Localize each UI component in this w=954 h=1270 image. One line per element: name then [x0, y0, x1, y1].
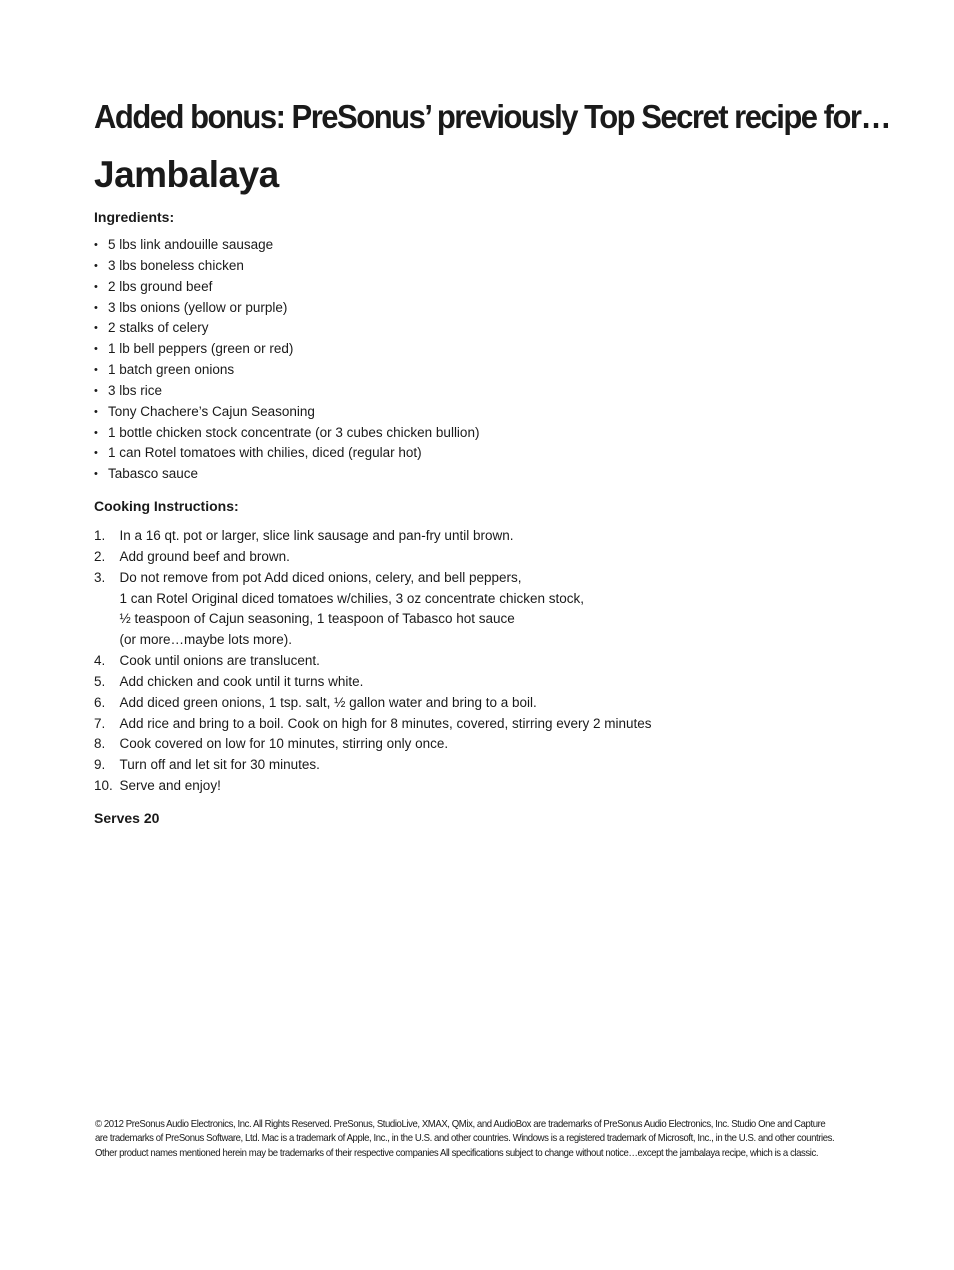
list-item	[94, 443, 479, 464]
list-item	[94, 360, 479, 381]
instruction-step	[94, 651, 652, 672]
list-item	[94, 235, 479, 256]
bullet-icon: •	[94, 301, 98, 314]
step-number: 10.	[94, 778, 113, 794]
copyright-footer: © 2012 PreSonus Audio Electronics, Inc. All Rights Reserved. PreSonus, StudioLive, XMAX, QMix, and AudioBox are trademarks of PreSonus Audio Electronics, Inc. Studio One and Capture are trademarks of PreSonus Software, Ltd. Mac is a trademark of Apple, Inc., in the U.S. and other countries. Windows is a registered trademark of Microsoft, Inc., in the U.S. and other countries. Other product names mentioned herein may be trademarks of their respective companies All specifications subject to change without notice…except the jambalaya recipe, which is a classic.	[95, 1119, 835, 1159]
ingredient-text: 5 lbs link andouille sausage	[108, 237, 274, 252]
step-text: Add ground beef and brown.	[119, 548, 290, 564]
step-text: Do not remove from pot Add diced onions, celery, and bell peppers,	[119, 569, 522, 585]
step-number: 8.	[94, 736, 106, 752]
bullet-icon: •	[94, 239, 98, 251]
bullet-icon: •	[94, 280, 98, 293]
step-text: Turn off and let sit for 30 minutes.	[119, 757, 320, 773]
list-item	[94, 402, 479, 423]
bullet-icon: •	[94, 384, 98, 397]
ingredient-text: 1 lb bell peppers (green or red)	[108, 341, 294, 357]
list-item	[94, 339, 479, 360]
step-number: 4.	[94, 653, 106, 669]
ingredient-text: Tony Chachere’s Cajun Seasoning	[108, 403, 315, 419]
ingredient-text: 2 lbs ground beef	[108, 278, 213, 294]
page-headline: Added bonus: PreSonus’ previously Top Secret recipe for…	[94, 98, 891, 135]
bullet-icon: •	[94, 426, 98, 439]
instruction-step	[94, 672, 652, 693]
step-text: Add diced green onions, 1 tsp. salt, ½ gallon water and bring to a boil.	[119, 694, 537, 710]
step-text: Add chicken and cook until it turns white.	[119, 673, 364, 689]
step-text: Cook covered on low for 10 minutes, stirring only once.	[119, 736, 449, 752]
bullet-icon: •	[94, 364, 98, 377]
step-text-continued: (or more…maybe lots more).	[119, 632, 293, 648]
step-text: In a 16 qt. pot or larger, slice link sausage and pan-fry until brown.	[119, 528, 514, 543]
step-text: Cook until onions are translucent.	[119, 653, 320, 669]
step-number: 7.	[94, 715, 106, 731]
instruction-step	[94, 755, 652, 776]
step-number: 1.	[94, 528, 106, 543]
bullet-icon: •	[94, 405, 98, 418]
list-item	[94, 423, 479, 444]
serves-note: Serves 20	[94, 810, 160, 826]
instructions-heading: Cooking Instructions:	[94, 498, 239, 514]
recipe-title: Jambalaya	[94, 154, 279, 195]
bullet-icon: •	[94, 447, 98, 460]
ingredient-text: 3 lbs rice	[108, 382, 163, 398]
step-number: 6.	[94, 694, 106, 710]
instruction-step	[94, 547, 652, 568]
list-item	[94, 277, 479, 298]
step-number: 5.	[94, 673, 106, 689]
bullet-icon: •	[94, 468, 98, 481]
bullet-icon: •	[94, 322, 98, 335]
step-number: 3.	[94, 569, 106, 585]
ingredient-text: Tabasco sauce	[108, 466, 199, 482]
step-text-continued: 1 can Rotel Original diced tomatoes w/chilies, 3 oz concentrate chicken stock,	[119, 590, 584, 606]
bullet-icon: •	[94, 343, 98, 356]
list-item	[94, 298, 479, 319]
ingredients-list	[94, 235, 479, 485]
instructions-list	[94, 526, 652, 797]
instruction-step	[94, 568, 652, 651]
step-text-continued: ½ teaspoon of Cajun seasoning, 1 teaspoon of Tabasco hot sauce	[119, 611, 515, 627]
instruction-step	[94, 734, 652, 755]
instruction-step	[94, 714, 652, 735]
list-item	[94, 318, 479, 339]
ingredient-text: 1 batch green onions	[108, 362, 235, 378]
list-item	[94, 256, 479, 277]
instruction-step	[94, 526, 652, 547]
ingredient-text: 1 can Rotel tomatoes with chilies, diced (regular hot)	[108, 445, 422, 461]
ingredient-text: 3 lbs boneless chicken	[108, 257, 244, 273]
step-number: 9.	[94, 757, 106, 773]
instruction-step	[94, 776, 652, 797]
ingredient-text: 3 lbs onions (yellow or purple)	[108, 299, 288, 315]
instruction-step	[94, 693, 652, 714]
list-item	[94, 464, 479, 485]
list-item	[94, 381, 479, 402]
ingredient-text: 2 stalks of celery	[108, 320, 209, 336]
ingredients-heading: Ingredients:	[94, 209, 175, 225]
step-text: Serve and enjoy!	[119, 778, 221, 794]
bullet-icon: •	[94, 259, 98, 272]
step-text: Add rice and bring to a boil. Cook on high for 8 minutes, covered, stirring every 2 minutes	[119, 715, 652, 731]
step-number: 2.	[94, 548, 106, 564]
ingredient-text: 1 bottle chicken stock concentrate (or 3 cubes chicken bullion)	[108, 424, 480, 440]
